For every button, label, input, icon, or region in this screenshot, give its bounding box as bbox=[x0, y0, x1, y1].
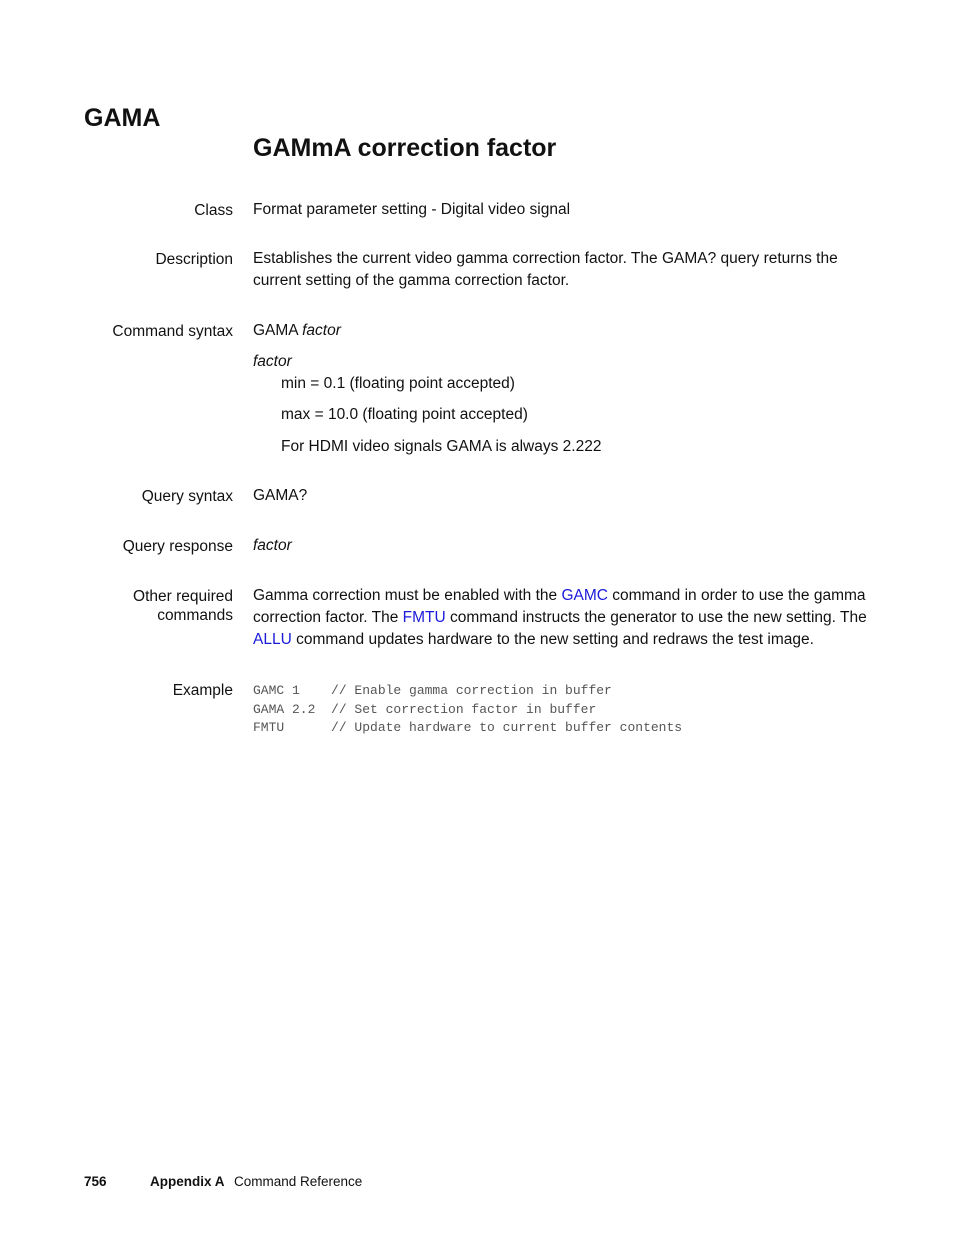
code-line: FMTU // Update hardware to current buffer contents bbox=[253, 720, 683, 735]
other-required-line-1 bbox=[253, 587, 866, 604]
command-name: GAMA bbox=[84, 104, 161, 132]
text-fragment: command in order to use the gamma bbox=[607, 587, 866, 604]
param-min: min = 0.1 (floating point accepted) bbox=[281, 375, 515, 392]
example-code-block bbox=[253, 682, 682, 738]
query-syntax-text: GAMA? bbox=[253, 487, 308, 504]
class-label: Class bbox=[194, 202, 233, 219]
description-line-1: Establishes the current video gamma correction factor. The GAMA? query returns the bbox=[253, 250, 838, 267]
query-response-label: Query response bbox=[122, 538, 233, 555]
other-required-label-line-1: Other required bbox=[133, 588, 233, 605]
command-syntax-param: factor bbox=[302, 322, 341, 339]
query-response-text: factor bbox=[253, 537, 292, 554]
allu-link[interactable]: ALLU bbox=[253, 631, 292, 648]
class-text: Format parameter setting - Digital video signal bbox=[253, 201, 571, 218]
other-required-line-3 bbox=[253, 631, 814, 648]
command-syntax-label: Command syntax bbox=[112, 323, 233, 340]
page-number: 756 bbox=[84, 1174, 107, 1189]
description-line-2: current setting of the gamma correction factor. bbox=[253, 272, 570, 289]
footer-section: Command Reference bbox=[234, 1174, 363, 1189]
footer-appendix: Appendix A bbox=[150, 1174, 225, 1189]
other-required-label-line-2: commands bbox=[157, 607, 233, 624]
command-title: GAMmA correction factor bbox=[253, 134, 557, 162]
text-fragment: command updates hardware to the new setting and redraws the test image. bbox=[291, 631, 814, 648]
query-syntax-label: Query syntax bbox=[141, 488, 233, 505]
param-heading: factor bbox=[253, 353, 292, 370]
other-required-text bbox=[253, 585, 867, 651]
example-label: Example bbox=[172, 682, 233, 699]
other-required-label bbox=[133, 587, 233, 625]
param-note: For HDMI video signals GAMA is always 2.222 bbox=[281, 438, 602, 455]
command-syntax-text bbox=[253, 320, 341, 342]
command-syntax-command: GAMA bbox=[253, 322, 298, 339]
text-fragment: correction factor. The bbox=[253, 609, 403, 626]
code-line: GAMC 1 // Enable gamma correction in buffer bbox=[253, 683, 612, 698]
text-fragment: command instructs the generator to use the new setting. The bbox=[445, 609, 867, 626]
other-required-line-2 bbox=[253, 609, 867, 626]
description-label: Description bbox=[155, 251, 233, 268]
param-max: max = 10.0 (floating point accepted) bbox=[281, 406, 528, 423]
fmtu-link[interactable]: FMTU bbox=[402, 609, 446, 626]
description-text bbox=[253, 248, 838, 292]
gamc-link[interactable]: GAMC bbox=[561, 587, 608, 604]
code-line: GAMA 2.2 // Set correction factor in buffer bbox=[253, 701, 597, 717]
text-fragment: Gamma correction must be enabled with the bbox=[253, 587, 562, 604]
